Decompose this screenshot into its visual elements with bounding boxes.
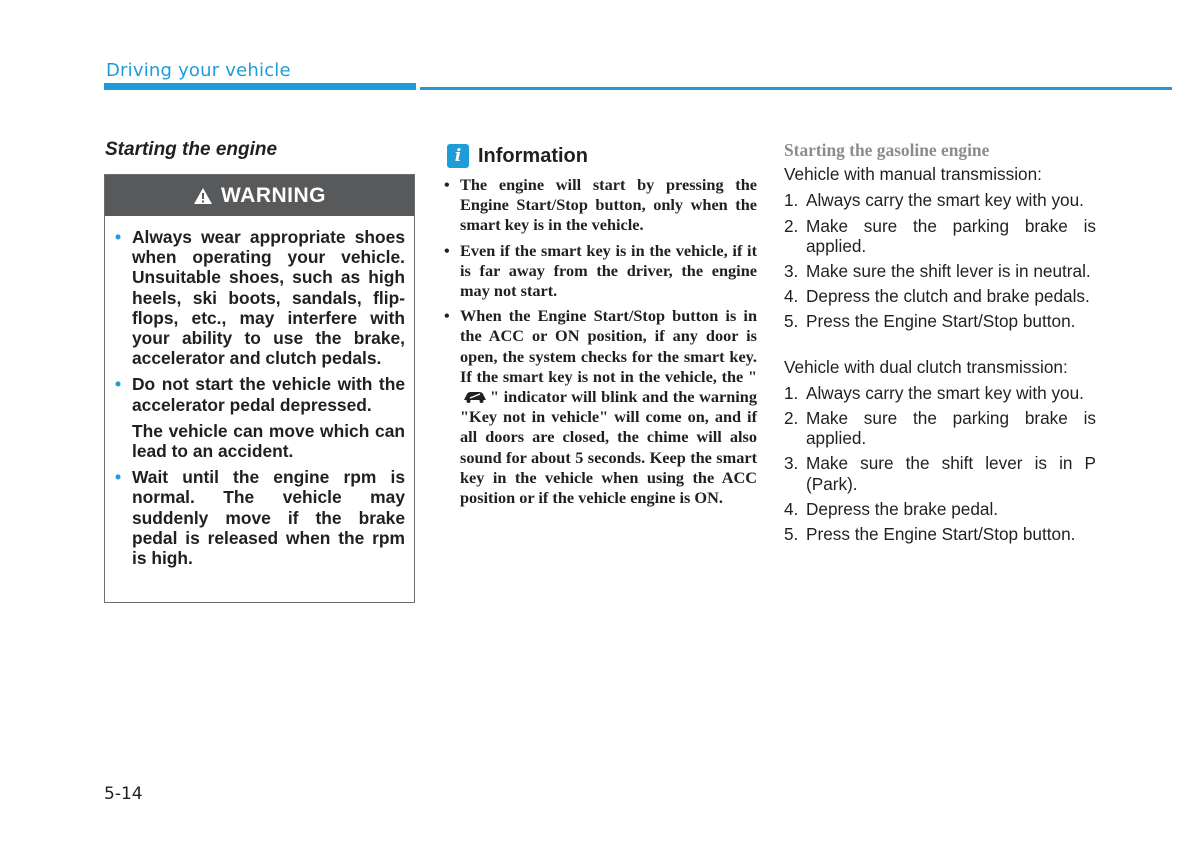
dct-steps-list [784,383,1096,544]
step-number: 5. [784,311,799,332]
step-text: Press the Engine Start/Stop button. [806,524,1076,545]
page-number: 5-14 [104,784,143,804]
step-item [784,524,1096,544]
step-number: 3. [784,453,799,474]
gasoline-heading: Starting the gasoline engine [784,140,990,160]
manual-transmission-intro: Vehicle with manual transmission: [784,164,1042,185]
step-item [784,311,1096,331]
step-text: Make sure the parking brake is applied. [806,215,1096,256]
step-number: 1. [784,190,799,211]
dct-intro: Vehicle with dual clutch transmission: [784,356,1068,377]
step-number: 4. [784,286,799,307]
section-header-title: Driving your vehicle [106,60,291,81]
step-text: Press the Engine Start/Stop button. [806,311,1076,332]
warning-title: WARNING [221,183,326,207]
warning-text: Always wear appropriate shoes when operating your vehicle. Unsuitable shoes, such as high heels, ski boots, sandals, flip-flops, etc., may interfere with your ability to use the brake, accelerator and clutch pedals. [132,227,405,369]
step-item [784,216,1096,256]
warning-text: The vehicle can move which can lead to an accident. [132,420,405,462]
step-number: 1. [784,382,799,403]
step-text: Depress the clutch and brake pedals. [806,286,1090,307]
header-rule-thick [104,83,416,90]
step-item [784,190,1096,210]
warning-item [115,227,405,368]
information-heading [447,144,588,168]
manual-steps-list [784,190,1096,331]
warning-text: Do not start the vehicle with the accelerator pedal depressed. [132,374,405,415]
step-item [784,261,1096,281]
step-number: 5. [784,524,799,545]
step-item [784,383,1096,403]
bullet-icon: • [115,227,122,247]
car-key-indicator-icon [462,391,488,403]
warning-list [105,216,414,568]
step-item [784,286,1096,306]
step-text: Make sure the shift lever is in neutral. [806,261,1091,282]
bullet-icon: • [115,374,122,395]
warning-header [105,175,414,216]
step-text: Always carry the smart key with you. [806,190,1084,211]
warning-item [115,467,405,568]
warning-text: Wait until the engine rpm is normal. The vehicle may suddenly move if the brake pedal is released when the rpm is high. [132,467,405,569]
bullet-icon: • [115,467,122,488]
gasoline-section [784,140,1096,549]
step-number: 2. [784,408,799,429]
step-text: Make sure the parking brake is applied. [806,408,1096,449]
step-item [784,453,1096,493]
information-item: • Even if the smart key is in the vehicle, if it is far away from the driver, the engine may not start. [444,240,757,301]
step-item [784,499,1096,519]
info-icon: i [447,144,469,168]
warning-triangle-icon [193,187,213,205]
step-text: Make sure the shift lever is in P (Park). [806,453,1096,494]
information-list [444,175,757,513]
step-text: Always carry the smart key with you. [806,382,1084,403]
information-item: • When the Engine Start/Stop button is in the ACC or ON position, if any door is open, the system checks for the smart key. If the smart key is not in the vehicle, the "" indicator will blink and the warning "Key not in vehicle" will come on, and if all doors are closed, the chime will also sound for about 5 seconds. Keep the smart key in the vehicle when using the ACC position or if the vehicle engine is ON. [444,306,757,508]
step-text: Depress the brake pedal. [806,498,999,519]
warning-item [115,374,405,461]
step-number: 4. [784,498,799,519]
section-heading: Starting the engine [105,139,278,160]
step-item [784,408,1096,448]
information-item: • The engine will start by pressing the Engine Start/Stop button, only when the smart key is in the vehicle. [444,175,757,235]
step-number: 3. [784,261,799,282]
information-title: Information [478,144,588,167]
warning-box [104,174,415,603]
step-number: 2. [784,215,799,236]
header-rule-thin [420,87,1172,90]
